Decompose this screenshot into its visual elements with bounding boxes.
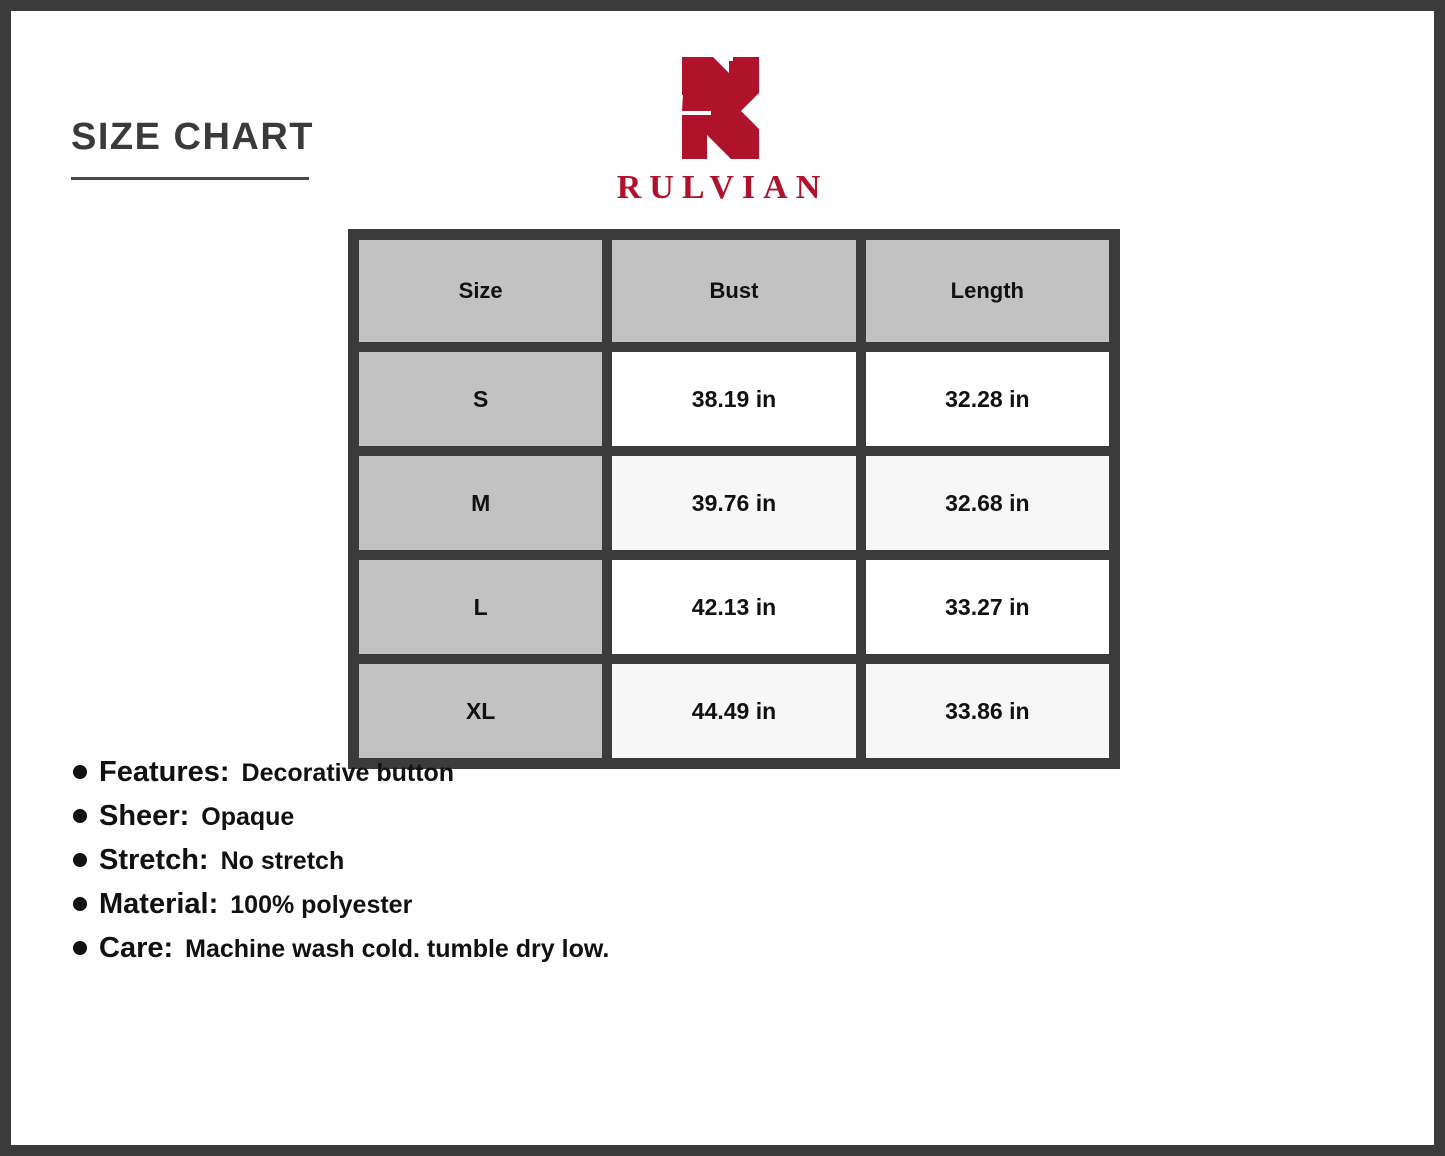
cell-bust: 39.76 in <box>607 451 860 555</box>
detail-label: Care: <box>99 932 174 964</box>
cell-size: S <box>354 347 607 451</box>
size-table-wrapper <box>348 229 1120 769</box>
list-item <box>73 844 1173 877</box>
cell-size: M <box>354 451 607 555</box>
size-table <box>348 229 1120 769</box>
table-row <box>354 347 1114 451</box>
bullet-icon <box>73 809 87 823</box>
list-item <box>73 800 1173 833</box>
detail-label: Material: <box>99 888 219 920</box>
detail-value: No stretch <box>220 847 345 875</box>
list-item <box>73 888 1173 921</box>
cell-length: 32.28 in <box>861 347 1114 451</box>
cell-bust: 38.19 in <box>607 347 860 451</box>
cell-bust: 44.49 in <box>607 659 860 763</box>
cell-length: 33.27 in <box>861 555 1114 659</box>
product-details-list <box>73 756 1173 976</box>
column-header-length: Length <box>861 235 1114 347</box>
list-item <box>73 932 1173 965</box>
bullet-icon <box>73 853 87 867</box>
cell-length: 33.86 in <box>861 659 1114 763</box>
cell-bust: 42.13 in <box>607 555 860 659</box>
page-title: SIZE CHART <box>71 116 314 158</box>
table-header-row <box>354 235 1114 347</box>
list-item <box>73 756 1173 789</box>
column-header-size: Size <box>354 235 607 347</box>
bullet-icon <box>73 765 87 779</box>
table-row <box>354 555 1114 659</box>
bullet-icon <box>73 897 87 911</box>
detail-value: Machine wash cold. tumble dry low. <box>185 935 610 963</box>
detail-label: Stretch: <box>99 844 209 876</box>
table-row <box>354 451 1114 555</box>
brand-name: RULVIAN <box>616 169 829 206</box>
detail-label: Sheer: <box>99 800 190 832</box>
rulvian-r-logo-icon <box>655 53 790 163</box>
brand-logo <box>11 53 1434 207</box>
table-row <box>354 659 1114 763</box>
cell-size: L <box>354 555 607 659</box>
column-header-bust: Bust <box>607 235 860 347</box>
bullet-icon <box>73 941 87 955</box>
detail-label: Features: <box>99 756 230 788</box>
detail-value: 100% polyester <box>230 891 413 919</box>
detail-value: Opaque <box>201 803 295 831</box>
detail-value: Decorative button <box>241 759 455 787</box>
cell-length: 32.68 in <box>861 451 1114 555</box>
cell-size: XL <box>354 659 607 763</box>
